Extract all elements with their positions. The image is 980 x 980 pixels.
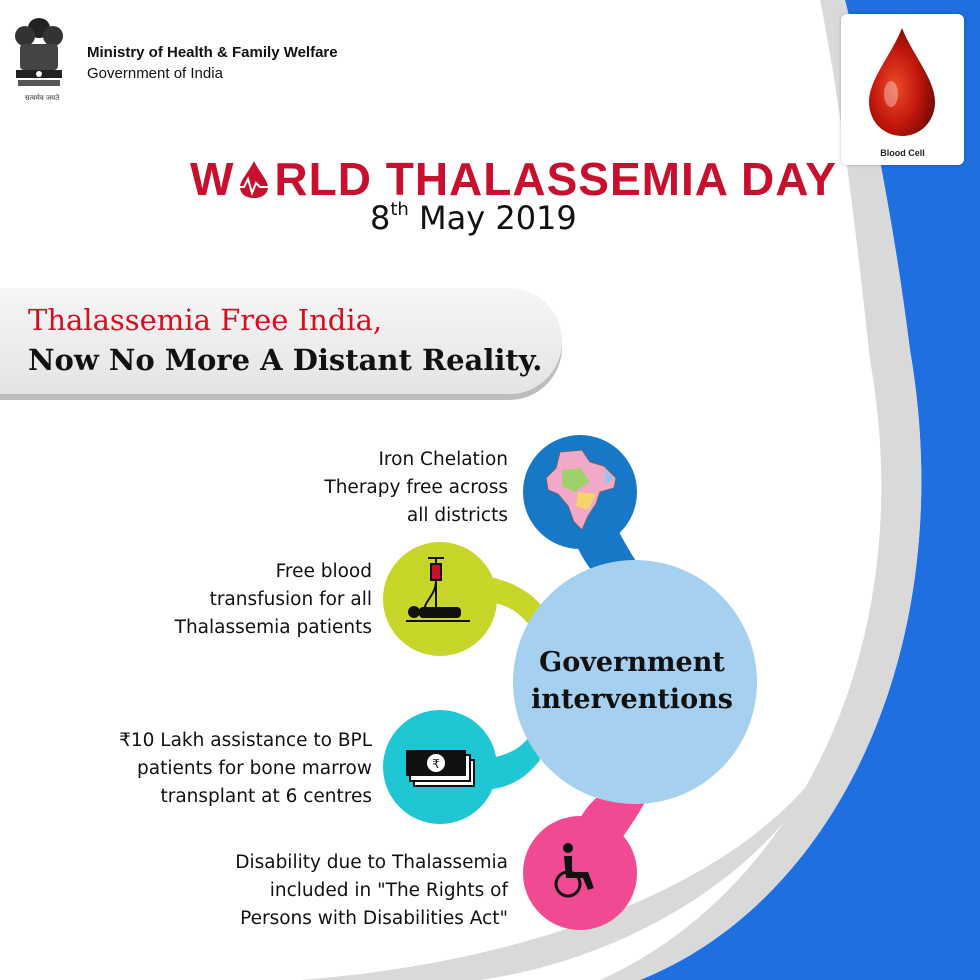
slogan-line1: Thalassemia Free India,: [28, 303, 383, 337]
intervention-line: Iron Chelation: [378, 449, 508, 470]
intervention-line: ₹10 Lakh assistance to BPL: [119, 730, 372, 751]
date-suffix: th: [390, 199, 409, 220]
currency-notes-icon: [406, 750, 474, 786]
blood-cell-label: Blood Cell: [880, 148, 925, 158]
intervention-line: patients for bone marrow: [136, 758, 372, 779]
title-part-before: W: [190, 153, 235, 205]
intervention-financial-assistance: [119, 727, 372, 811]
intervention-line: Persons with Disabilities Act": [240, 908, 508, 929]
date-rest: May 2019: [408, 199, 577, 237]
slogan-line2: Now No More A Distant Reality.: [28, 343, 543, 377]
intervention-line: Free blood: [275, 561, 372, 582]
intervention-line: transplant at 6 centres: [160, 786, 372, 807]
title-part-after: RLD THALASSEMIA DAY: [274, 153, 837, 205]
intervention-blood-transfusion: [175, 558, 372, 642]
intervention-line: transfusion for all: [209, 589, 372, 610]
intervention-line: all districts: [406, 505, 508, 526]
hub-label: [518, 644, 746, 718]
intervention-iron-chelation: [324, 446, 508, 530]
intervention-line: Disability due to Thalassemia: [235, 852, 508, 873]
date-day: 8: [370, 199, 391, 237]
ministry-line1: Ministry of Health & Family Welfare: [87, 44, 338, 61]
intervention-disability-act: [235, 849, 508, 933]
hub-label-line2: interventions: [531, 684, 733, 715]
intervention-line: Thalassemia patients: [174, 617, 372, 638]
ministry-line2: Government of India: [87, 65, 223, 82]
hub-label-line1: Government: [539, 647, 725, 678]
blood-transfusion-circle: [383, 542, 497, 656]
intervention-line: Therapy free across: [324, 477, 508, 498]
svg-text:₹: ₹: [432, 757, 440, 771]
intervention-line: included in "The Rights of: [269, 880, 508, 901]
emblem-motto: सत्यमेव जयते: [24, 94, 60, 102]
